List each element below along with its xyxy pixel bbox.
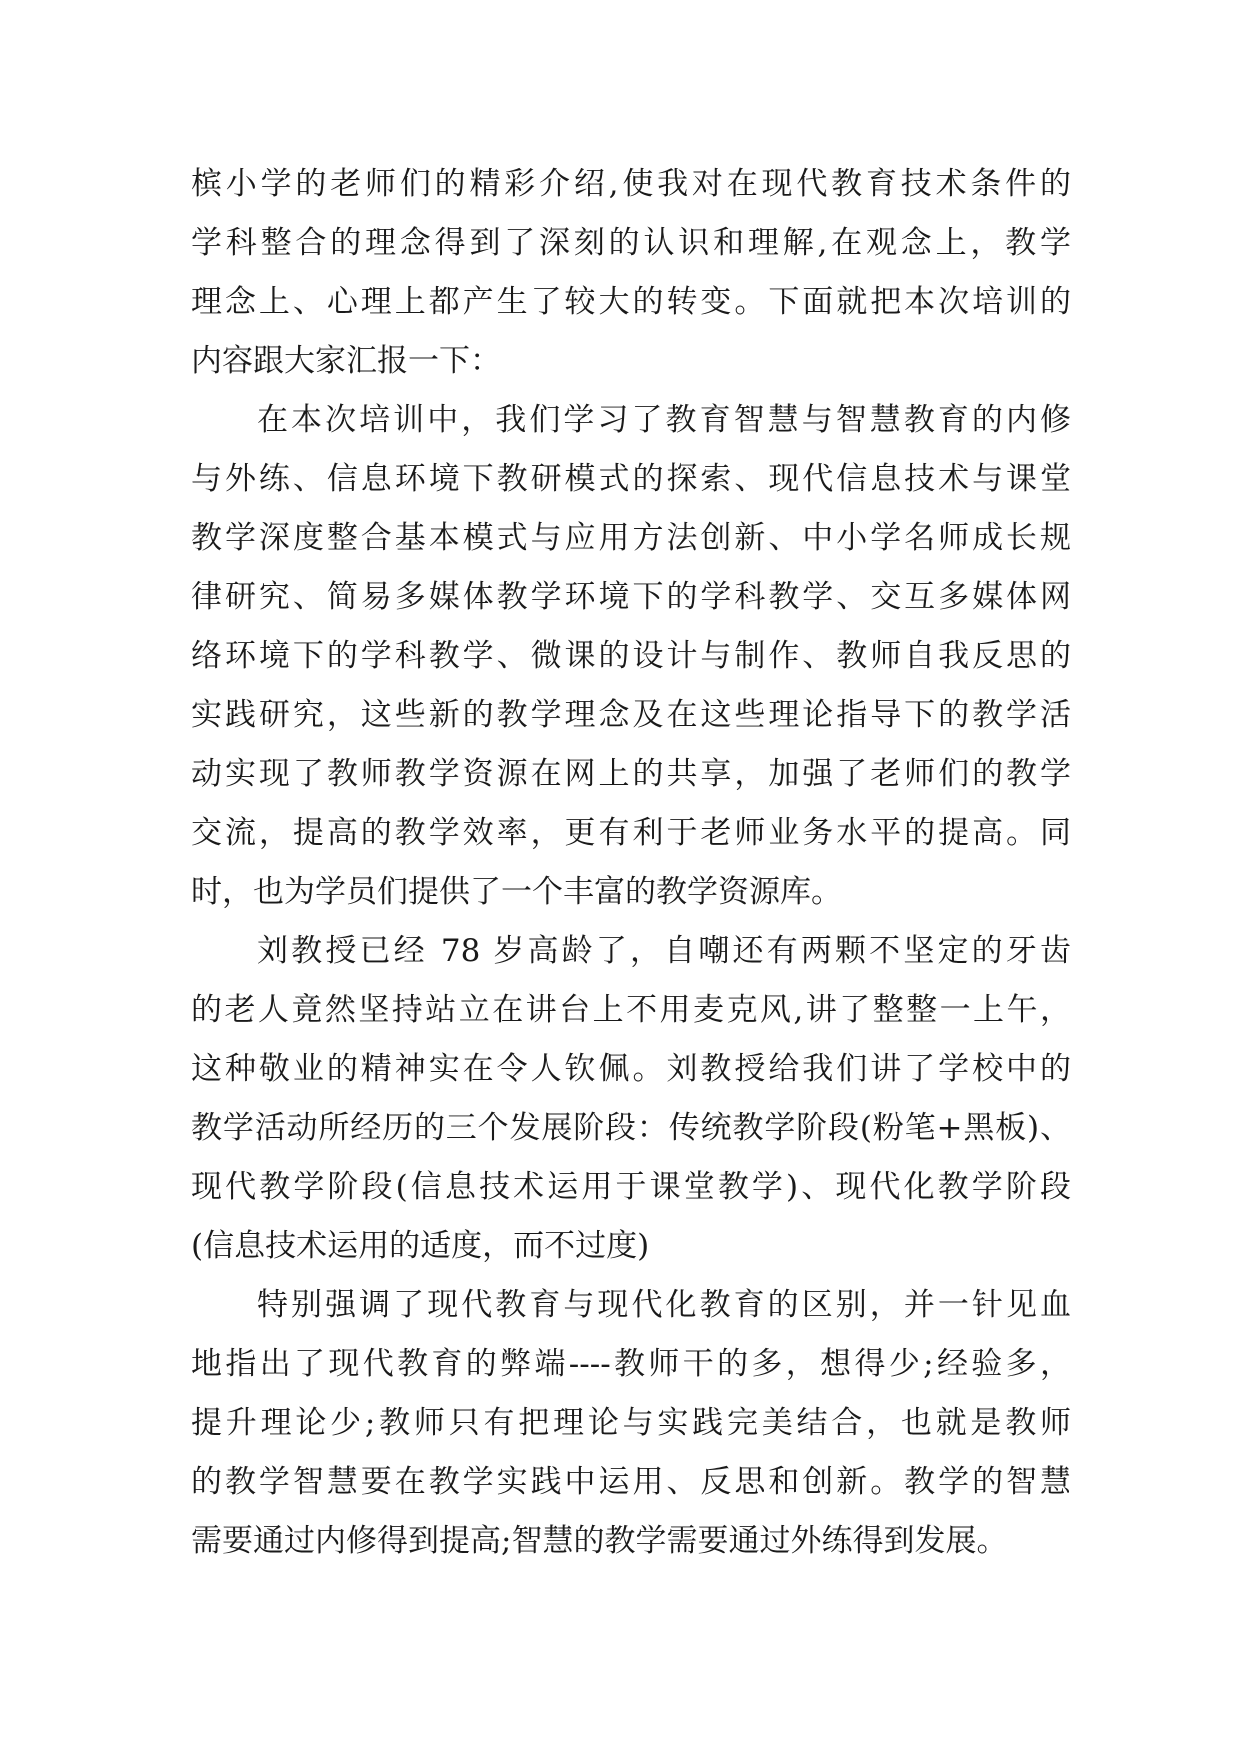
paragraph-4 [191, 1276, 1071, 1571]
text-line: 槟小学的老师们的精彩介绍,使我对在现代教育技术条件的 [191, 166, 1071, 202]
text-line: 理念上、心理上都产生了较大的转变。下面就把本次培训的 [191, 284, 1071, 320]
text-line: 学科整合的理念得到了深刻的认识和理解,在观念上，教学 [191, 225, 1071, 261]
text-line: 内容跟大家汇报一下： [191, 343, 501, 379]
text-line: 在本次培训中，我们学习了教育智慧与智慧教育的内修 [257, 402, 1071, 438]
paragraph-2 [191, 391, 1071, 922]
text-line: 与外练、信息环境下教研模式的探索、现代信息技术与课堂 [191, 461, 1071, 497]
text-line: 动实现了教师教学资源在网上的共享，加强了老师们的教学 [191, 756, 1071, 792]
text-line: 提升理论少;教师只有把理论与实践完美结合，也就是教师 [191, 1405, 1071, 1441]
text-line: 需要通过内修得到提高;智慧的教学需要通过外练得到发展。 [191, 1523, 1008, 1559]
text-line: 交流，提高的教学效率，更有利于老师业务水平的提高。同 [191, 815, 1071, 851]
text-line: 刘教授已经 78 岁高龄了，自嘲还有两颗不坚定的牙齿 [257, 933, 1071, 969]
text-line: 的老人竟然坚持站立在讲台上不用麦克风,讲了整整一上午， [191, 992, 1071, 1028]
text-line: 这种敬业的精神实在令人钦佩。刘教授给我们讲了学校中的 [191, 1051, 1071, 1087]
text-line: 的教学智慧要在教学实践中运用、反思和创新。教学的智慧 [191, 1464, 1071, 1500]
text-line: 地指出了现代教育的弊端----教师干的多，想得少;经验多， [191, 1346, 1071, 1382]
text-line: 特别强调了现代教育与现代化教育的区别，并一针见血 [257, 1287, 1071, 1323]
text-line: (信息技术运用的适度，而不过度) [191, 1228, 650, 1264]
text-line: 时，也为学员们提供了一个丰富的教学资源库。 [191, 874, 842, 910]
text-line: 律研究、简易多媒体教学环境下的学科教学、交互多媒体网 [191, 579, 1071, 615]
text-line: 教学深度整合基本模式与应用方法创新、中小学名师成长规 [191, 520, 1071, 556]
text-line: 络环境下的学科教学、微课的设计与制作、教师自我反思的 [191, 638, 1071, 674]
text-line: 现代教学阶段(信息技术运用于课堂教学)、现代化教学阶段 [191, 1169, 1071, 1205]
document-body [191, 155, 1071, 1571]
paragraph-3 [191, 922, 1071, 1276]
text-line: 教学活动所经历的三个发展阶段：传统教学阶段(粉笔+黑板)、 [191, 1110, 1071, 1146]
text-line: 实践研究，这些新的教学理念及在这些理论指导下的教学活 [191, 697, 1071, 733]
paragraph-1 [191, 155, 1071, 391]
